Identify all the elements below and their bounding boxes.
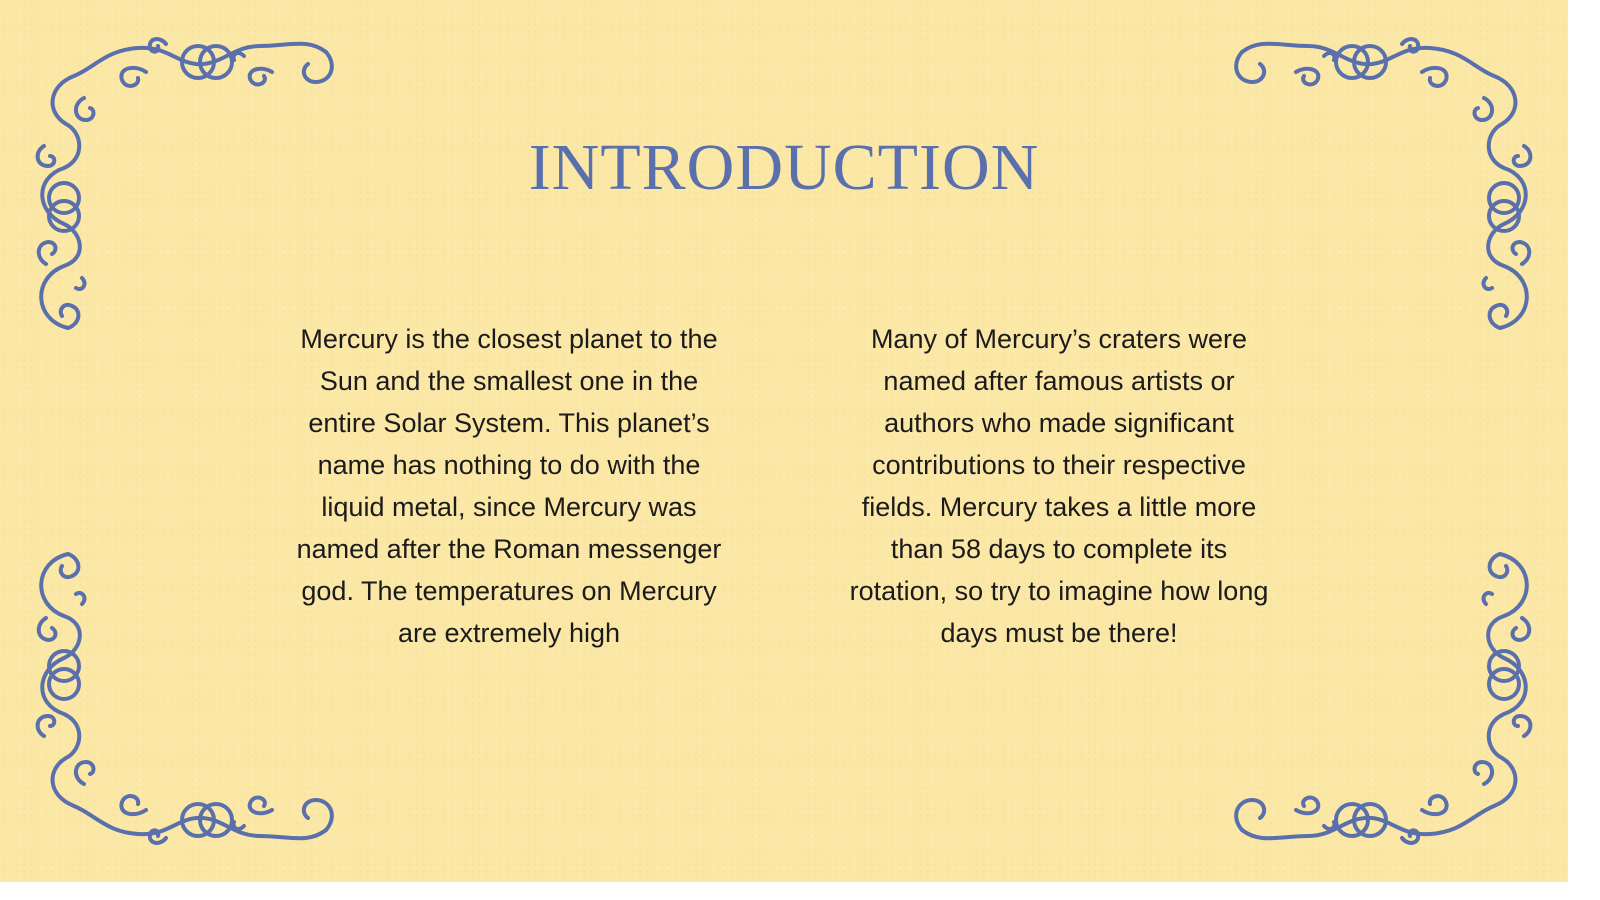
- intro-paragraph-left: Mercury is the closest planet to the Sun and the smallest one in the entire Solar System. This planet’s name has nothing to do with the liquid metal, since Mercury was named after the Roman messenger god. The temperatures on Mercury are extremely high: [296, 324, 722, 648]
- corner-flourish-bottom-right-icon: [1232, 544, 1542, 854]
- slide-title: INTRODUCTION: [528, 131, 1040, 204]
- corner-flourish-bottom-left-icon: [26, 544, 336, 854]
- intro-paragraph-right: Many of Mercury’s craters were named after famous artists or authors who made significant contributions to their respective fields. Mercury takes a little more than 58 days to complete its rotation, so try to imagine how long days must be there!: [849, 324, 1269, 648]
